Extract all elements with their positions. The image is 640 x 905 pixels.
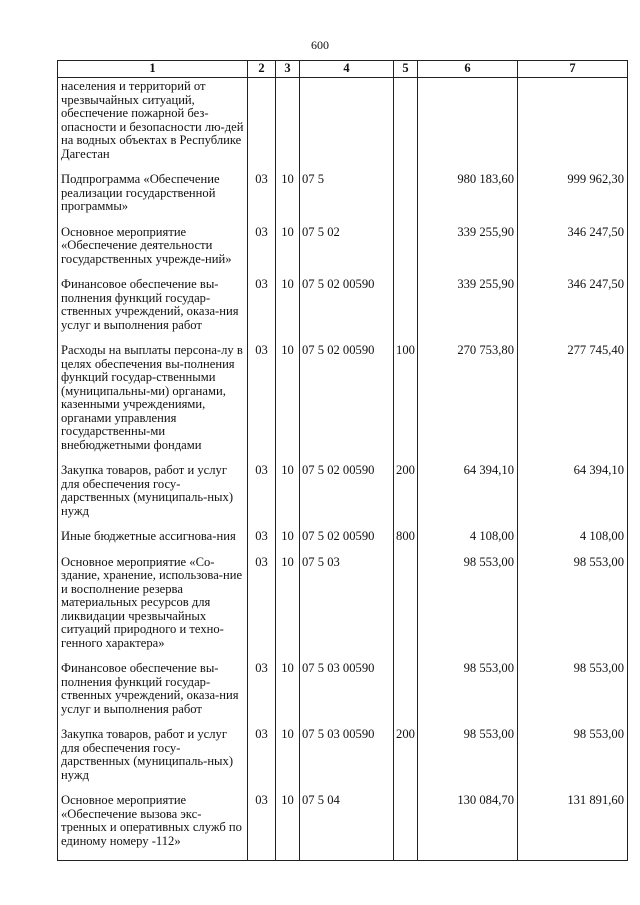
table-row <box>58 794 628 861</box>
row-section: 03 <box>248 226 276 279</box>
row-name: Финансовое обеспечение вы-полнения функций государ-ственных учреждений, оказа-ния услуг и выполнения работ <box>58 662 248 728</box>
row-subsection: 10 <box>276 226 300 279</box>
row-subsection: 10 <box>276 728 300 794</box>
row-name: Иные бюджетные ассигнова-ния <box>58 530 248 556</box>
row-expense-type: 800 <box>394 530 418 556</box>
row-subsection <box>276 78 300 174</box>
table-row <box>58 556 628 663</box>
row-name: населения и территорий от чрезвычайных ситуаций, обеспечение пожарной без-опасности и безопасности лю-дей на водных объектах в Республике Дагестан <box>58 78 248 174</box>
row-section: 03 <box>248 662 276 728</box>
row-amount-2: 98 553,00 <box>518 728 628 794</box>
row-target-item: 07 5 03 00590 <box>300 662 394 728</box>
table-row <box>58 530 628 556</box>
table-row <box>58 173 628 226</box>
row-amount-2: 4 108,00 <box>518 530 628 556</box>
row-name: Основное мероприятие «Обеспечение вызова экс-тренных и оперативных служб по единому номеру -112» <box>58 794 248 861</box>
row-amount-1: 98 553,00 <box>418 728 518 794</box>
row-subsection: 10 <box>276 530 300 556</box>
header-col-1: 1 <box>58 61 248 78</box>
header-col-6: 6 <box>418 61 518 78</box>
row-expense-type <box>394 226 418 279</box>
row-amount-1: 98 553,00 <box>418 556 518 663</box>
row-name: Основное мероприятие «Со-здание, хранение, использова-ние и восполнение резерва материальных ресурсов для ликвидации чрезвычайных ситуаций природного и техно-генного характера» <box>58 556 248 663</box>
row-amount-2: 999 962,30 <box>518 173 628 226</box>
row-amount-1: 98 553,00 <box>418 662 518 728</box>
header-col-7: 7 <box>518 61 628 78</box>
table-row <box>58 662 628 728</box>
row-amount-2: 98 553,00 <box>518 556 628 663</box>
row-target-item: 07 5 02 <box>300 226 394 279</box>
row-amount-2: 346 247,50 <box>518 226 628 279</box>
row-amount-1: 4 108,00 <box>418 530 518 556</box>
row-target-item: 07 5 <box>300 173 394 226</box>
row-amount-2: 64 394,10 <box>518 464 628 530</box>
table-header-row <box>58 61 628 78</box>
row-name: Закупка товаров, работ и услуг для обеспечения госу-дарственных (муниципаль-ных) нужд <box>58 728 248 794</box>
row-amount-2: 131 891,60 <box>518 794 628 861</box>
row-section <box>248 78 276 174</box>
row-section: 03 <box>248 530 276 556</box>
row-amount-2 <box>518 78 628 174</box>
table-row <box>58 78 628 174</box>
row-expense-type <box>394 173 418 226</box>
row-name: Финансовое обеспечение вы-полнения функций государ-ственных учреждений, оказа-ния услуг и выполнения работ <box>58 278 248 344</box>
row-amount-2: 346 247,50 <box>518 278 628 344</box>
row-subsection: 10 <box>276 278 300 344</box>
header-col-5: 5 <box>394 61 418 78</box>
row-section: 03 <box>248 344 276 464</box>
table-row <box>58 728 628 794</box>
row-expense-type: 200 <box>394 728 418 794</box>
row-target-item: 07 5 03 <box>300 556 394 663</box>
row-section: 03 <box>248 278 276 344</box>
row-target-item <box>300 78 394 174</box>
row-subsection: 10 <box>276 662 300 728</box>
row-subsection: 10 <box>276 556 300 663</box>
row-amount-2: 98 553,00 <box>518 662 628 728</box>
table-row <box>58 344 628 464</box>
header-col-3: 3 <box>276 61 300 78</box>
row-amount-2: 277 745,40 <box>518 344 628 464</box>
row-name: Подпрограмма «Обеспечение реализации государственной программы» <box>58 173 248 226</box>
row-target-item: 07 5 03 00590 <box>300 728 394 794</box>
row-target-item: 07 5 02 00590 <box>300 464 394 530</box>
row-amount-1: 64 394,10 <box>418 464 518 530</box>
header-col-2: 2 <box>248 61 276 78</box>
row-name: Закупка товаров, работ и услуг для обеспечения госу-дарственных (муниципаль-ных) нужд <box>58 464 248 530</box>
row-section: 03 <box>248 794 276 861</box>
row-expense-type: 200 <box>394 464 418 530</box>
row-subsection: 10 <box>276 464 300 530</box>
row-amount-1: 339 255,90 <box>418 226 518 279</box>
row-expense-type <box>394 794 418 861</box>
row-target-item: 07 5 04 <box>300 794 394 861</box>
row-section: 03 <box>248 173 276 226</box>
row-target-item: 07 5 02 00590 <box>300 530 394 556</box>
row-expense-type <box>394 78 418 174</box>
table-row <box>58 278 628 344</box>
row-section: 03 <box>248 464 276 530</box>
row-expense-type <box>394 556 418 663</box>
row-section: 03 <box>248 728 276 794</box>
row-amount-1: 270 753,80 <box>418 344 518 464</box>
row-target-item: 07 5 02 00590 <box>300 344 394 464</box>
row-subsection: 10 <box>276 173 300 226</box>
row-subsection: 10 <box>276 794 300 861</box>
row-section: 03 <box>248 556 276 663</box>
row-target-item: 07 5 02 00590 <box>300 278 394 344</box>
page-number: 600 <box>311 38 329 52</box>
row-name: Основное мероприятие «Обеспечение деятельности государственных учрежде-ний» <box>58 226 248 279</box>
row-amount-1: 130 084,70 <box>418 794 518 861</box>
table-row <box>58 464 628 530</box>
budget-table <box>57 60 628 861</box>
row-expense-type <box>394 662 418 728</box>
table-row <box>58 226 628 279</box>
row-subsection: 10 <box>276 344 300 464</box>
row-amount-1: 339 255,90 <box>418 278 518 344</box>
header-col-4: 4 <box>300 61 394 78</box>
row-expense-type <box>394 278 418 344</box>
row-amount-1 <box>418 78 518 174</box>
row-expense-type: 100 <box>394 344 418 464</box>
row-name: Расходы на выплаты персона-лу в целях обеспечения вы-полнения функций государ-ственными (муниципальны-ми) органами, казенными учреждениями, органами управления государственны-ми внебюджетными фондами <box>58 344 248 464</box>
row-amount-1: 980 183,60 <box>418 173 518 226</box>
